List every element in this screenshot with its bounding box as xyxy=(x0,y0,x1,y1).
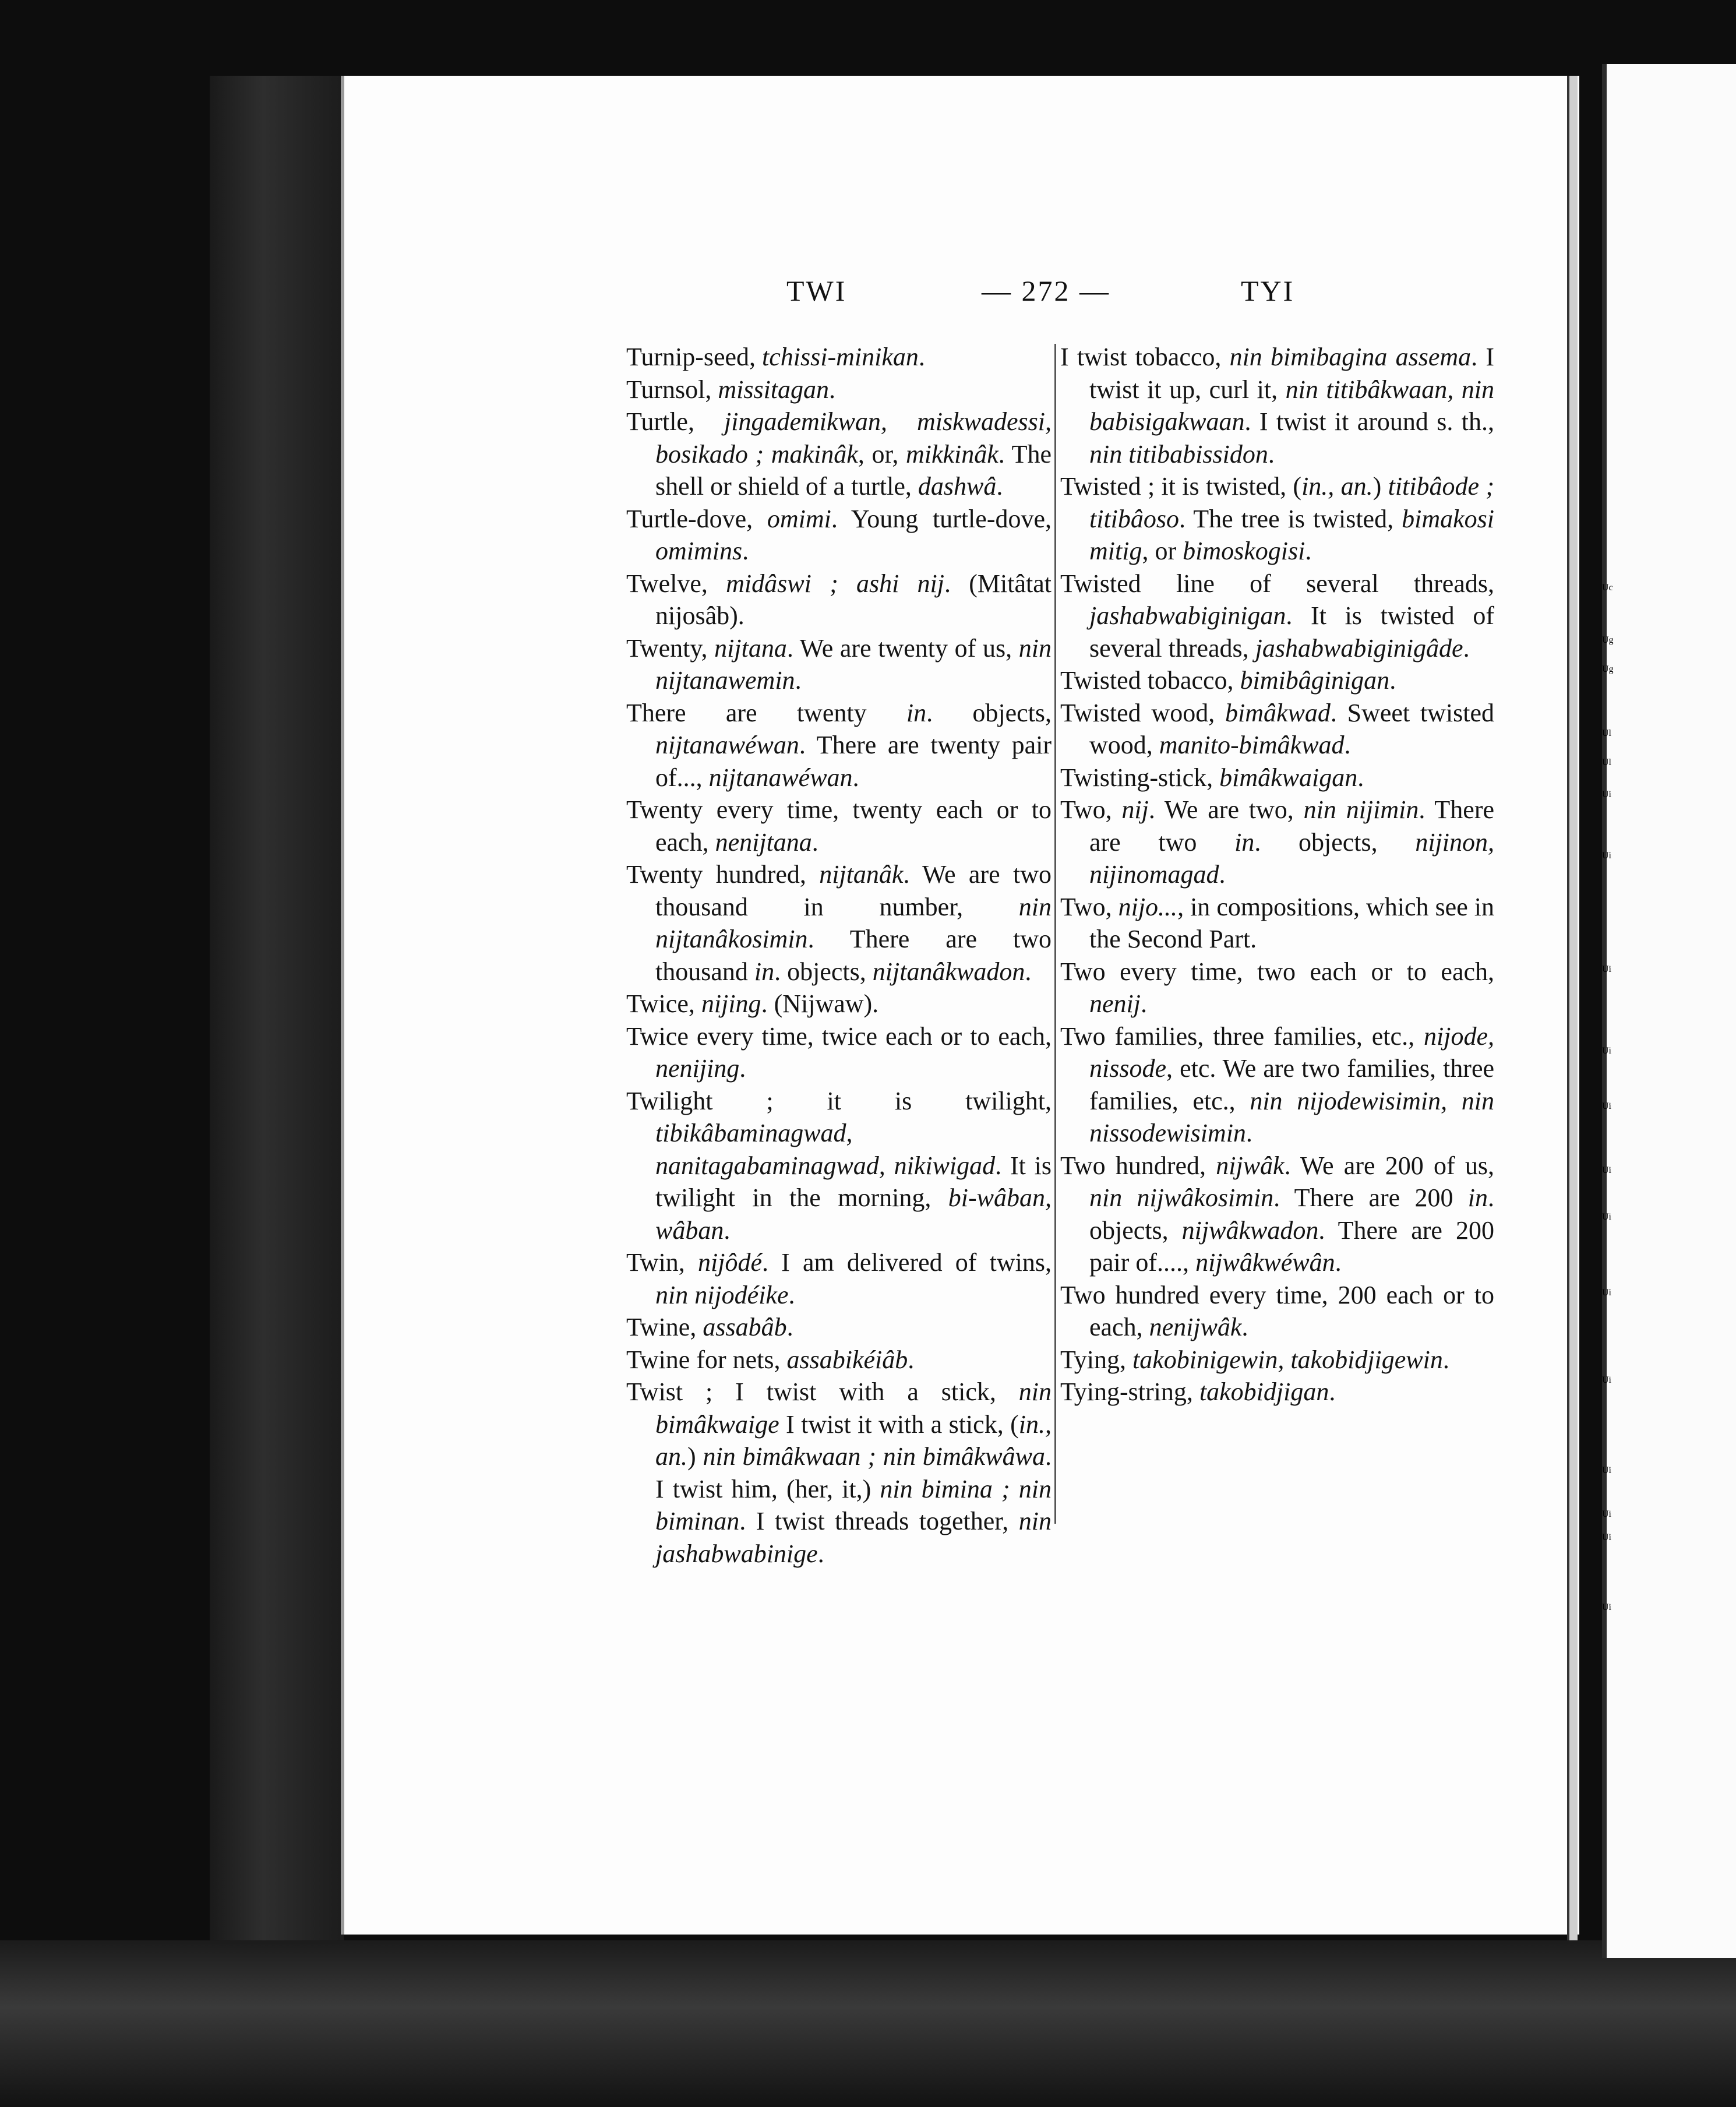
dictionary-entry: Twenty hundred, nijtanâk. We are two thousand in number, nin nijtanâkosimin. There are two thousand in. objects, nijtanâkwadon. xyxy=(626,860,1052,986)
dictionary-entry: Turtle, jingademikwan, miskwadessi, bosikado ; makinâk, or, mikkinâk. The shell or shield of a turtle, dashwâ. xyxy=(626,407,1052,501)
dictionary-entry: Two hundred, nijwâk. We are 200 of us, nin nijwâkosimin. There are 200 in. objects, nijwâkwadon. There are 200 pair of...., nijwâkwéwân. xyxy=(1060,1151,1494,1277)
dictionary-entry: Tying, takobinigewin, takobidjigewin. xyxy=(1060,1345,1449,1374)
facing-page-fragment: Ui xyxy=(1602,1602,1611,1612)
facing-page-fragment: Ui xyxy=(1602,1101,1611,1111)
dictionary-entry: I twist tobacco, nin bimibagina assema. I twist it up, curl it, nin titibâkwaan, nin babisigakwaan. I twist it around s. th., nin titibabissidon. xyxy=(1060,343,1495,468)
right-column xyxy=(1060,341,1494,1408)
facing-page-fragment: Ui xyxy=(1602,1288,1611,1298)
dictionary-entry: Turtle-dove, omimi. Young turtle-dove, omimins. xyxy=(626,504,1052,565)
facing-page-fragment: Ul xyxy=(1602,728,1611,738)
dictionary-entry: Twine, assabâb. xyxy=(626,1313,793,1341)
dictionary-entry: Two every time, two each or to each, nenij. xyxy=(1060,957,1494,1018)
dictionary-entry: Twelve, midâswi ; ashi nij. (Mitâtat nijosâb). xyxy=(626,569,1052,630)
facing-page-fragment: Ul xyxy=(1602,757,1611,767)
dictionary-entry: Twisted wood, bimâkwad. Sweet twisted wood, manito-bimâkwad. xyxy=(1060,698,1494,759)
left-column xyxy=(626,341,1052,1570)
book-spine-edge xyxy=(210,76,344,1946)
dictionary-entry: Twisted ; it is twisted, (in., an.) titibâode ; titibâoso. The tree is twisted, bimakosi mitig, or bimoskogisi. xyxy=(1060,472,1494,565)
facing-page-fragment: Ui xyxy=(1602,1375,1611,1385)
page-gutter xyxy=(1567,76,1578,1940)
dictionary-entry: Twisted line of several threads, jashabwabiginigan. It is twisted of several threads, jashabwabiginigâde. xyxy=(1060,569,1494,663)
page-number: — 272 — xyxy=(982,274,1110,307)
facing-page xyxy=(1602,64,1736,1958)
facing-page-fragment: Ui xyxy=(1602,1046,1611,1056)
dictionary-entry: Tying-string, takobidjigan. xyxy=(1060,1377,1336,1406)
dictionary-entry: Turnip-seed, tchissi-minikan. xyxy=(626,343,925,371)
facing-page-fragment: Uc xyxy=(1602,583,1613,593)
facing-page-fragment: Ui xyxy=(1602,1532,1611,1542)
dictionary-entry: Two, nijo..., in compositions, which see in the Second Part. xyxy=(1060,892,1494,953)
dictionary-entry: Twisted tobacco, bimibâginigan. xyxy=(1060,666,1396,695)
facing-page-fragment: Ui xyxy=(1602,1509,1611,1519)
facing-page-fragment: Ug xyxy=(1602,664,1614,674)
facing-page-fragment: Ui xyxy=(1602,1465,1611,1475)
facing-page-fragment: Ui xyxy=(1602,964,1611,974)
dictionary-entry: Twice every time, twice each or to each, nenijing. xyxy=(626,1021,1052,1083)
dictionary-entry: Twice, nijing. (Nijwaw). xyxy=(626,989,879,1018)
facing-page-fragment: Ui xyxy=(1602,1212,1611,1222)
scan-background xyxy=(0,1940,1736,2107)
facing-page-fragment: Ui xyxy=(1602,851,1611,861)
facing-page-fragment: Ug xyxy=(1602,635,1614,645)
dictionary-entry: Two hundred every time, 200 each or to each, nenijwâk. xyxy=(1060,1280,1494,1341)
dictionary-entry: Twilight ; it is twilight, tibikâbaminagwad, nanitagabaminagwad, nikiwigad. It is twilight in the morning, bi-wâban, wâban. xyxy=(626,1086,1052,1245)
dictionary-entry: Twin, nijôdé. I am delivered of twins, nin nijodéike. xyxy=(626,1248,1052,1309)
dictionary-entry: Twenty, nijtana. We are twenty of us, nin nijtanawemin. xyxy=(626,633,1052,695)
dictionary-entry: Two families, three families, etc., nijode, nissode, etc. We are two families, three families, etc., nin nijodewisimin, nin nissodewisimin. xyxy=(1060,1021,1494,1147)
facing-page-fragment: Ui xyxy=(1602,1165,1611,1175)
dictionary-entry: Twenty every time, twenty each or to each, nenijtana. xyxy=(626,795,1052,857)
dictionary-entry: Twine for nets, assabikéiâb. xyxy=(626,1345,915,1374)
dictionary-entry: Twisting-stick, bimâkwaigan. xyxy=(1060,763,1364,792)
facing-page-fragment: Ui xyxy=(1602,790,1611,799)
dictionary-entry: Two, nij. We are two, nin nijimin. There are two in. objects, nijinon, nijinomagad. xyxy=(1060,795,1494,889)
running-head-right: TYI xyxy=(1241,274,1295,307)
dictionary-entry: Twist ; I twist with a stick, nin bimâkwaige I twist it with a stick, (in., an.) nin bimâkwaan ; nin bimâkwâwa. I twist him, (her, it,) nin bimina ; nin biminan. I twist threads together, nin jashabwabinige. xyxy=(626,1377,1052,1568)
dictionary-entry: There are twenty in. objects, nijtanawéwan. There are twenty pair of..., nijtanawéwan. xyxy=(626,698,1052,792)
dictionary-entry: Turnsol, missitagan. xyxy=(626,375,836,404)
running-head-left: TWI xyxy=(786,274,847,307)
column-divider xyxy=(1054,344,1056,1524)
